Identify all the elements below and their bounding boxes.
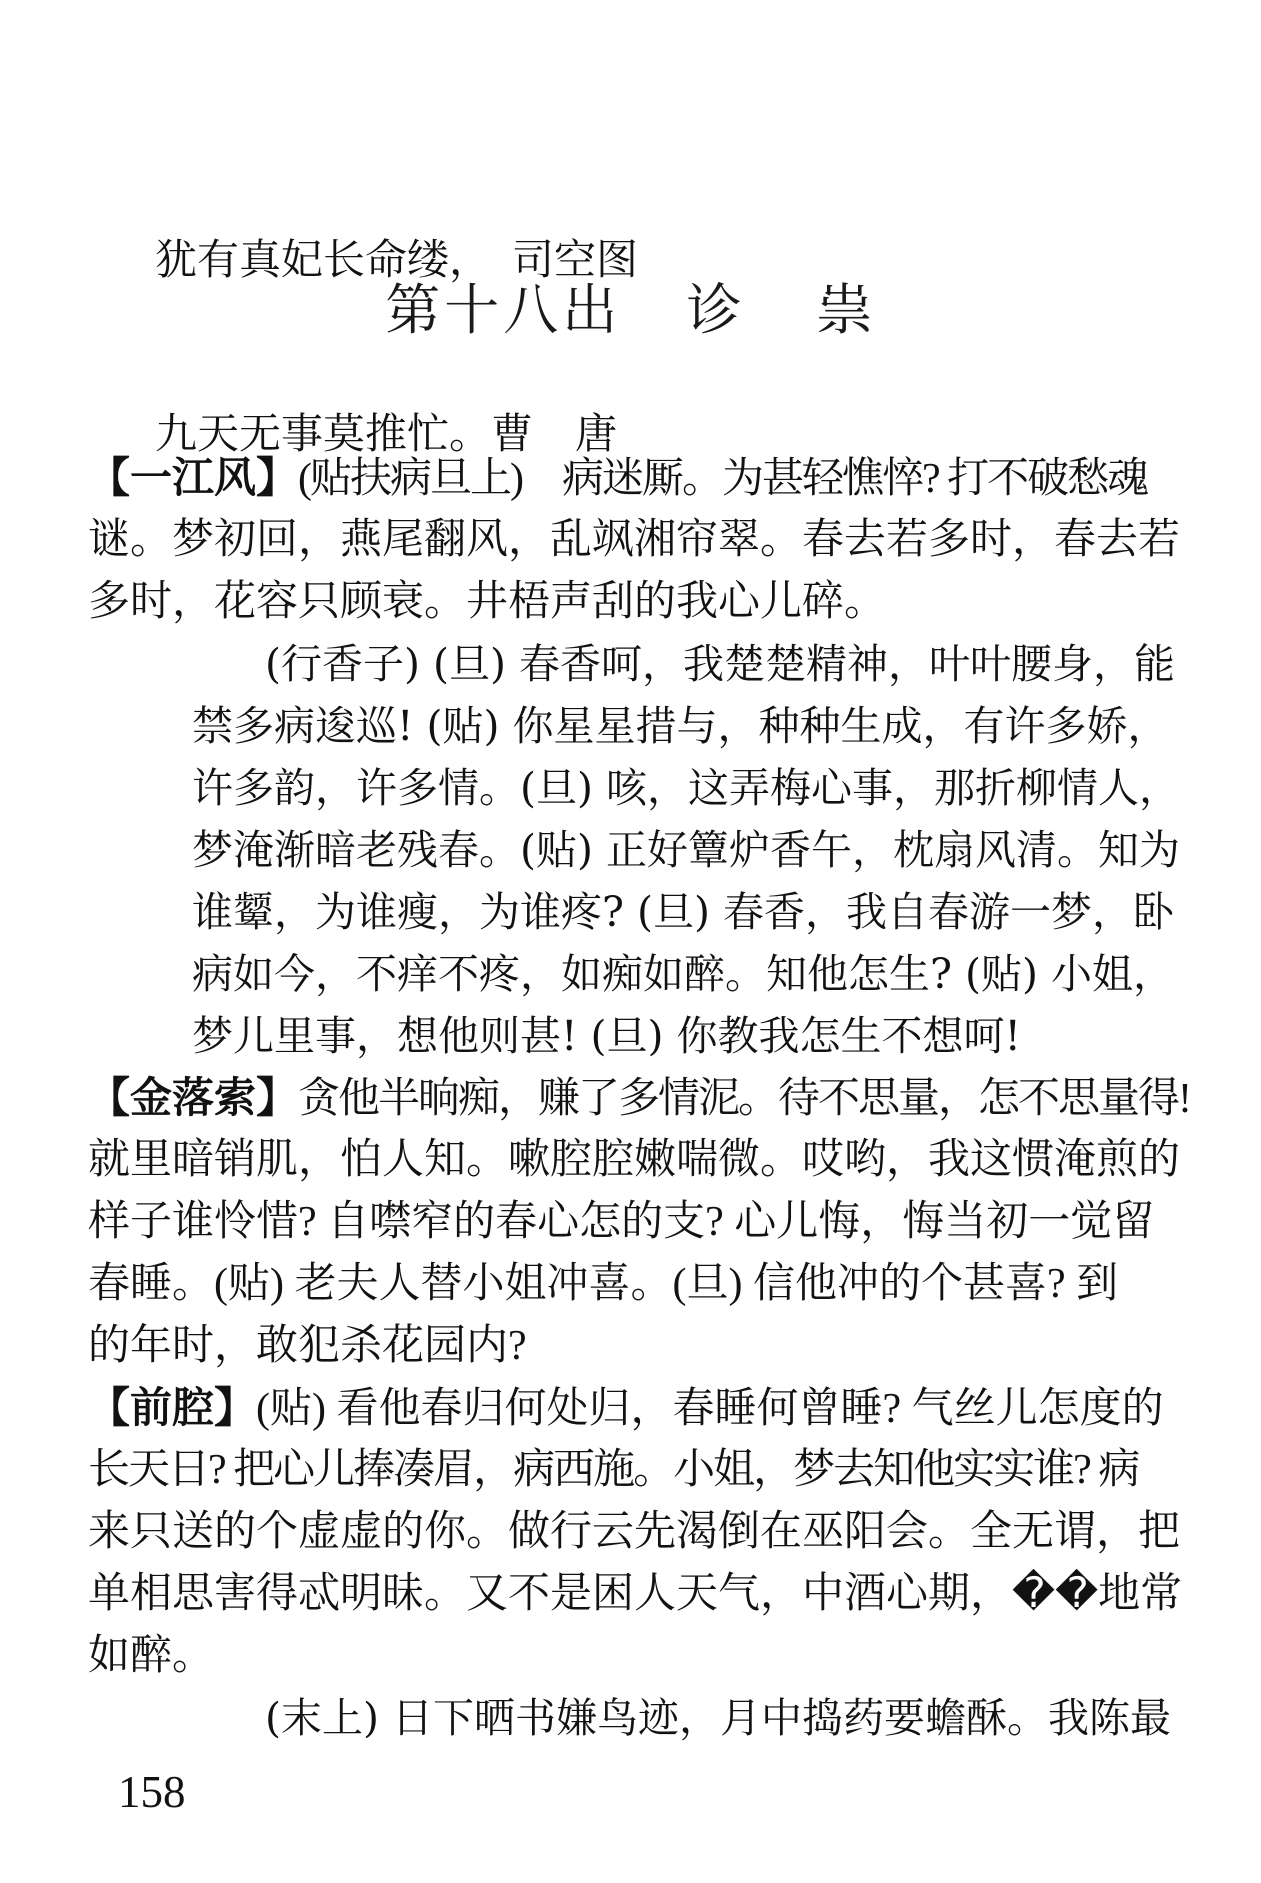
text-line — [88, 1501, 1180, 1563]
scene-number: 第十八出 — [385, 279, 622, 341]
tune-tag: 【前腔】 — [88, 1384, 257, 1431]
line-text: 梦儿里事，想他则甚! (旦) 你教我怎生不想呵! — [192, 1012, 1022, 1060]
line-text: 贪他半晌痴，赚了多情泥。待不思量，怎不思量得! — [298, 1076, 1191, 1122]
line-text: 病如今，不痒不疼，如痴如醉。知他怎生? (贴) 小姐， — [192, 950, 1175, 998]
text-line — [88, 1377, 1180, 1439]
text-line — [192, 943, 1180, 1005]
line-text: 春睡。(贴) 老夫人替小姐冲喜。(旦) 信他冲的个甚喜? 到 — [88, 1261, 1119, 1307]
text-line — [192, 757, 1180, 819]
line-text: 就里暗销肌，怕人知。嗽腔腔嫩喘微。哎哟，我这惯淹煎的 — [88, 1137, 1181, 1183]
text-line — [88, 1315, 1180, 1377]
text-line — [88, 1253, 1180, 1315]
text-line — [88, 447, 1180, 509]
line-text: (末上) 日下晒书嫌鸟迹，月中捣药要蟾酥。我陈最 — [265, 1694, 1172, 1742]
line-text: 单相思害得忒明昧。又不是困人天气，中酒心期，��地常 — [88, 1571, 1183, 1617]
scene-name-char: 祟 — [816, 279, 876, 341]
line-text: (贴) 看他春归何处归，春睡何曾睡? 气丝儿怎度的 — [256, 1386, 1164, 1432]
text-line — [265, 1687, 1180, 1749]
text-line — [192, 1005, 1180, 1067]
text-line — [88, 1067, 1191, 1129]
text-line — [88, 1439, 1180, 1501]
line-text: 谜。梦初回，燕尾翻风，乱飒湘帘翠。春去若多时，春去若 — [88, 517, 1181, 563]
scene-name-char: 诊 — [686, 279, 746, 341]
tune-tag: 【一江风】 — [88, 454, 299, 501]
text-line — [88, 509, 1180, 571]
text-line — [88, 1625, 1180, 1687]
line-text: 长天日? 把心儿捧凑眉，病西施。小姐，梦去知他实实谁? 病 — [88, 1447, 1139, 1493]
scene-text — [88, 447, 1191, 1749]
line-text: 的年时，敢犯杀花园内? — [88, 1323, 527, 1369]
scene-title — [0, 266, 1261, 345]
line-text: (行香子) (旦) 春香呵，我楚楚精神，叶叶腰身，能 — [265, 640, 1176, 688]
text-line — [88, 1563, 1183, 1625]
text-line — [88, 1191, 1180, 1253]
line-text: 谁颦，为谁瘦，为谁疼? (旦) 春香，我自春游一梦，卧 — [192, 888, 1175, 936]
text-line — [88, 1129, 1180, 1191]
text-line — [192, 819, 1180, 881]
line-text: 如醉。 — [88, 1633, 215, 1679]
line-text: 梦淹渐暗老残春。(贴) 正好簟炉香午，枕扇风清。知为 — [192, 826, 1181, 874]
line-text: 样子谁怜惜? 自噤窄的春心怎的支? 心儿悔，悔当初一觉留 — [88, 1199, 1155, 1245]
text-line — [192, 881, 1180, 943]
text-line — [265, 633, 1180, 695]
line-text: 多时，花容只顾衰。井梧声刮的我心儿碎。 — [88, 579, 887, 625]
line-text: 禁多病逡巡! (贴) 你星星措与，种种生成，有许多娇， — [192, 702, 1169, 750]
text-line — [192, 695, 1180, 757]
poem-line: 九天无事莫推忙。曹 唐 — [155, 412, 618, 458]
line-text: (贴扶病旦上) 病迷厮。为甚轻憔悴? 打不破愁魂 — [298, 456, 1148, 502]
poem-line: 犹有真妃长命缕， 司空图 — [155, 238, 639, 284]
line-text: 来只送的个虚虚的你。做行云先渴倒在巫阳会。全无谓，把 — [88, 1509, 1181, 1555]
tune-tag: 【金落索】 — [88, 1074, 299, 1121]
text-line — [88, 571, 1180, 633]
line-text: 许多韵，许多情。(旦) 咳，这弄梅心事，那折柳情人， — [192, 764, 1181, 812]
page-number: 158 — [118, 1767, 186, 1817]
